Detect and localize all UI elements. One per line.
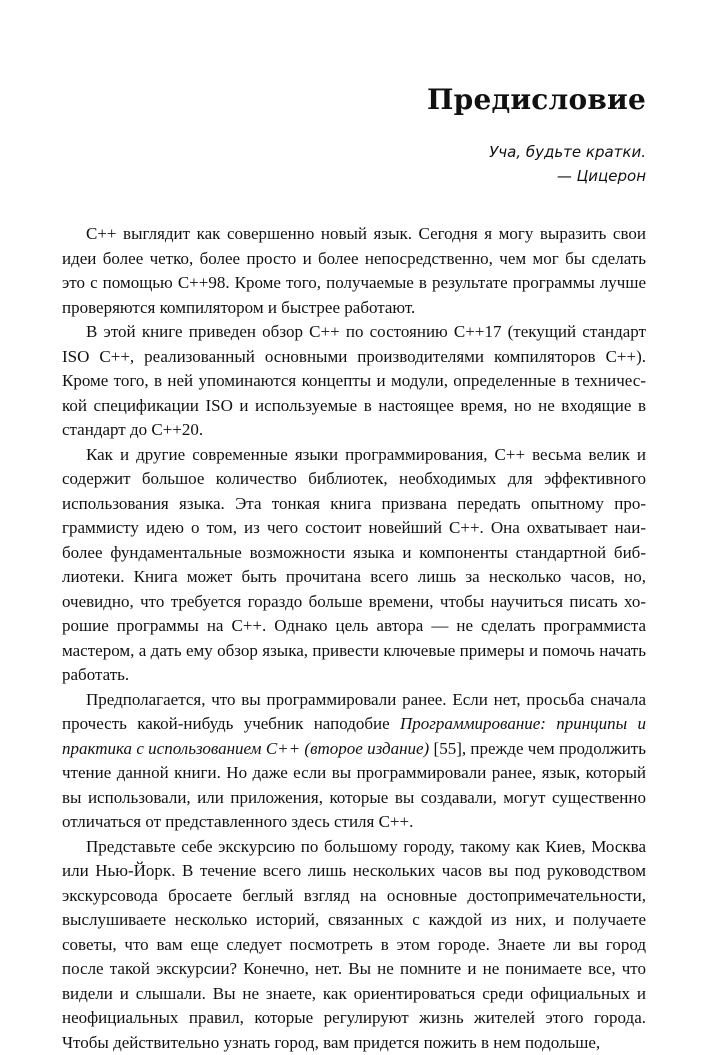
paragraph: Как и другие современные языки программирования, C++ весьма велик и содержит большое количество библиотек, необходимых для эффективного использования языка. Эта тонкая книга призвана передать опытному программисту идею о том, из чего состоит новейший C++. Она охватывает наиболее фундаментальные возможности языка и компоненты стандартной библиотеки. Книга может быть прочитана всего лишь за несколько часов, но, очевидно, что требуется гораздо больше времени, чтобы научиться писать хорошие программы на C++. Однако цель автора — не сделать программиста мастером, а дать ему обзор языка, привести ключевые примеры и помочь начать работать. xyxy=(62,443,646,688)
page-title: Предисловие xyxy=(62,82,646,118)
paragraph-text: Предполагается, что вы программировали ранее. Если нет, просьба сначала прочесть какой-нибудь учебник наподобие xyxy=(62,690,646,734)
epigraph xyxy=(62,140,646,188)
epigraph-quote: Уча, будьте кратки. xyxy=(62,140,646,164)
paragraph-text: [55], прежде чем продолжить чтение данной книги. Но даже если вы программировали ранее, язык, который вы использовали, или приложения, которые вы создавали, могут существенно отличаться от представленного здесь стиля C++. xyxy=(62,739,646,832)
paragraph: C++ выглядит как совершенно новый язык. Сегодня я могу выразить свои идеи более четко, более просто и более непосредственно, чем мог бы сделать это с помощью C++98. Кроме того, получаемые в результате программы лучше проверяются компилятором и быстрее работают. xyxy=(62,222,646,320)
paragraph: В этой книге приведен обзор C++ по состоянию C++17 (текущий стандарт ISO C++, реализованный основными производителями компиляторов C++). Кроме того, в ней упоминаются концепты и модули, определенные в технической спецификации ISO и используемые в настоящее время, но не входящие в стандарт до C++20. xyxy=(62,320,646,443)
book-reference-title: Программирование: принципы и практика с использованием C++ (второе издание) xyxy=(62,714,646,758)
paragraph: Представьте себе экскурсию по большому городу, такому как Киев, Москва или Нью-Йорк. В течение всего лишь нескольких часов вы под руководством экскурсовода бросаете беглый взгляд на основные достопримечательности, выслушиваете несколько историй, связанных с каждой из них, и получаете советы, что вам еще следует посмотреть в этом городе. Знаете ли вы город после такой экскурсии? Конечно, нет. Вы не помните и не понимаете все, что видели и слышали. Вы не знаете, как ориентироваться среди официальных и неофициальных правил, которые регулируют жизнь жителей этого города. Чтобы действительно узнать город, вам придется пожить в нем подольше, xyxy=(62,835,646,1055)
paragraph xyxy=(62,688,646,835)
body-text xyxy=(62,222,646,1055)
epigraph-author: — Цицерон xyxy=(62,164,646,188)
book-page xyxy=(62,82,646,1055)
